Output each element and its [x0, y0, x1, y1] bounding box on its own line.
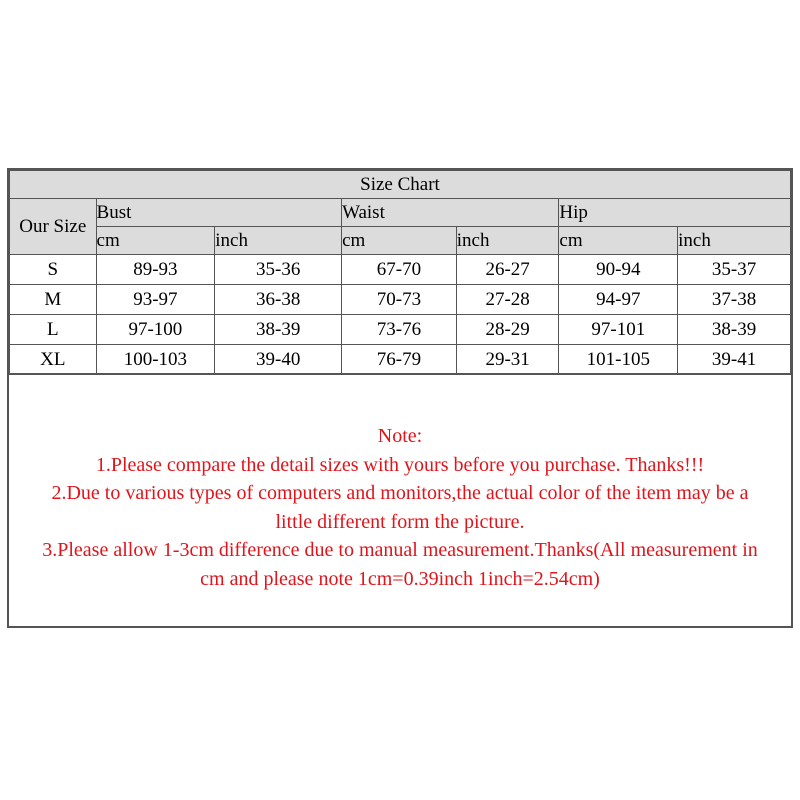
note-line: 1.Please compare the detail sizes with yours before you purchase. Thanks!!!: [95, 453, 705, 476]
table-cell: 39-41: [678, 345, 791, 375]
table-cell: 35-36: [215, 255, 342, 285]
unit-header: cm: [96, 227, 215, 255]
table-cell: 67-70: [342, 255, 457, 285]
size-chart-sheet: [7, 168, 793, 628]
size-chart-table: [9, 170, 791, 375]
table-cell: 37-38: [678, 285, 791, 315]
table-cell: 97-101: [559, 315, 678, 345]
table-cell: 93-97: [96, 285, 215, 315]
table-cell: 38-39: [678, 315, 791, 345]
table-cell: 27-28: [456, 285, 559, 315]
notes-section: [9, 373, 791, 626]
size-cell: S: [10, 255, 97, 285]
table-cell: 90-94: [559, 255, 678, 285]
size-cell: XL: [10, 345, 97, 375]
table-cell: 36-38: [215, 285, 342, 315]
table-cell: 89-93: [96, 255, 215, 285]
table-cell: 28-29: [456, 315, 559, 345]
table-title: Size Chart: [10, 171, 791, 199]
note-line: 3.Please allow 1-3cm difference due to manual measurement.Thanks(All measurement in: [42, 539, 758, 561]
unit-header: cm: [342, 227, 457, 255]
bust-header: Bust: [96, 199, 342, 227]
table-cell: 97-100: [96, 315, 215, 345]
table-cell: 70-73: [342, 285, 457, 315]
unit-header: inch: [215, 227, 342, 255]
notes-heading: Note:: [377, 425, 423, 447]
table-row: [10, 315, 791, 345]
unit-header: cm: [559, 227, 678, 255]
our-size-header: Our Size: [10, 199, 97, 255]
table-row: [10, 285, 791, 315]
table-cell: 73-76: [342, 315, 457, 345]
note-line: little different form the picture.: [275, 510, 525, 533]
table-cell: 76-79: [342, 345, 457, 375]
table-cell: 35-37: [678, 255, 791, 285]
table-cell: 100-103: [96, 345, 215, 375]
note-line: 2.Due to various types of computers and monitors,the actual color of the item may be a: [51, 482, 749, 504]
unit-header: inch: [678, 227, 791, 255]
note-line: cm and please note 1cm=0.39inch 1inch=2.54cm): [200, 567, 600, 590]
size-cell: M: [10, 285, 97, 315]
hip-header: Hip: [559, 199, 791, 227]
table-cell: 29-31: [456, 345, 559, 375]
table-cell: 26-27: [456, 255, 559, 285]
unit-header: inch: [456, 227, 559, 255]
waist-header: Waist: [342, 199, 559, 227]
table-row: [10, 345, 791, 375]
table-cell: 39-40: [215, 345, 342, 375]
table-cell: 38-39: [215, 315, 342, 345]
size-cell: L: [10, 315, 97, 345]
table-row: [10, 255, 791, 285]
table-cell: 94-97: [559, 285, 678, 315]
table-cell: 101-105: [559, 345, 678, 375]
